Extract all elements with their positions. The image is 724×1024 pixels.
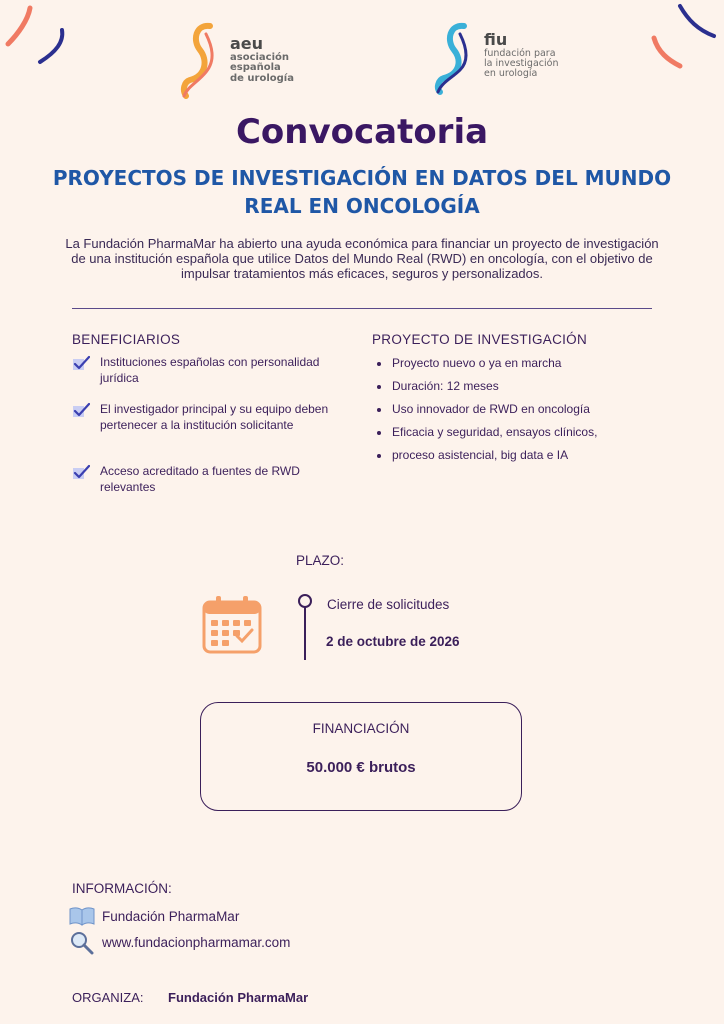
intro-paragraph: La Fundación PharmaMar ha abierto una ayuda económica para financiar un proyecto de investigación de una institución española que utilice Datos del Mundo Real (RWD) en oncología, con el objetivo de impulsar tratamientos más eficaces, seguros y personalizados. <box>65 236 659 281</box>
page-title: Convocatoria <box>235 112 489 152</box>
fiu-logo-mark <box>432 20 480 96</box>
beneficiario-item <box>72 354 342 386</box>
aeu-line-1: asociación <box>230 51 290 63</box>
calendar-icon <box>202 594 262 654</box>
financiacion-amount: 50.000 € brutos <box>306 759 416 776</box>
informacion-heading: INFORMACIÓN: <box>72 881 172 896</box>
beneficiario-text: Acceso acreditado a fuentes de RWD relevantes <box>100 464 300 494</box>
financiacion-box <box>200 702 522 811</box>
fiu-line-1: fundación para <box>484 47 556 59</box>
checkbox-checked-icon <box>72 402 90 418</box>
info-org-row <box>68 906 239 926</box>
deadline-date: 2 de octubre de 2026 <box>326 634 460 649</box>
aeu-line-2: española <box>230 62 281 74</box>
organiza-label: ORGANIZA: <box>72 990 144 1005</box>
book-icon <box>68 906 96 926</box>
proyecto-heading: PROYECTO DE INVESTIGACIÓN <box>372 332 588 347</box>
aeu-logo-mark <box>176 20 226 100</box>
info-website-row <box>68 929 290 955</box>
checkbox-checked-icon <box>72 464 90 480</box>
proyecto-item: Proyecto nuevo o ya en marcha <box>374 352 674 375</box>
aeu-logo <box>176 20 294 100</box>
beneficiario-text: El investigador principal y su equipo deben pertenecer a la institución solicitante <box>100 402 329 432</box>
info-org: Fundación PharmaMar <box>102 908 240 924</box>
proyecto-item-continuation: proceso asistencial, big data e IA <box>374 444 674 467</box>
corner-decoration-left <box>0 0 80 80</box>
beneficiario-text: Instituciones españolas con personalidad jurídica <box>100 355 320 385</box>
checkbox-checked-icon <box>72 355 90 371</box>
beneficiario-item <box>72 463 342 495</box>
proyecto-item: Eficacia y seguridad, ensayos clínicos, <box>374 421 674 444</box>
financiacion-label: FINANCIACIÓN <box>312 721 410 736</box>
divider <box>72 308 652 309</box>
cierre-label: Cierre de solicitudes <box>327 597 450 612</box>
organiza-name: Fundación PharmaMar <box>168 990 309 1005</box>
plazo-heading: PLAZO: <box>296 553 345 568</box>
aeu-line-3: de urología <box>230 72 294 84</box>
proyecto-item: Duración: 12 meses <box>374 375 674 398</box>
timeline-line <box>304 606 306 660</box>
proyecto-list <box>374 352 674 467</box>
aeu-abbr: aeu <box>230 34 264 53</box>
fiu-line-3: en urología <box>484 67 538 79</box>
search-icon <box>68 929 96 955</box>
fiu-line-2: la investigación <box>484 57 559 69</box>
info-website-link[interactable]: www.fundacionpharmamar.com <box>102 934 291 950</box>
beneficiarios-heading: BENEFICIARIOS <box>72 332 181 347</box>
proyecto-item: Uso innovador de RWD en oncología <box>374 398 674 421</box>
fiu-abbr: fiu <box>484 30 508 49</box>
page-subtitle: PROYECTOS DE INVESTIGACIÓN EN DATOS DEL MUNDO REAL EN ONCOLOGÍA <box>52 166 672 218</box>
fiu-logo <box>432 20 558 96</box>
corner-decoration-right <box>640 0 724 80</box>
beneficiario-item <box>72 401 342 433</box>
